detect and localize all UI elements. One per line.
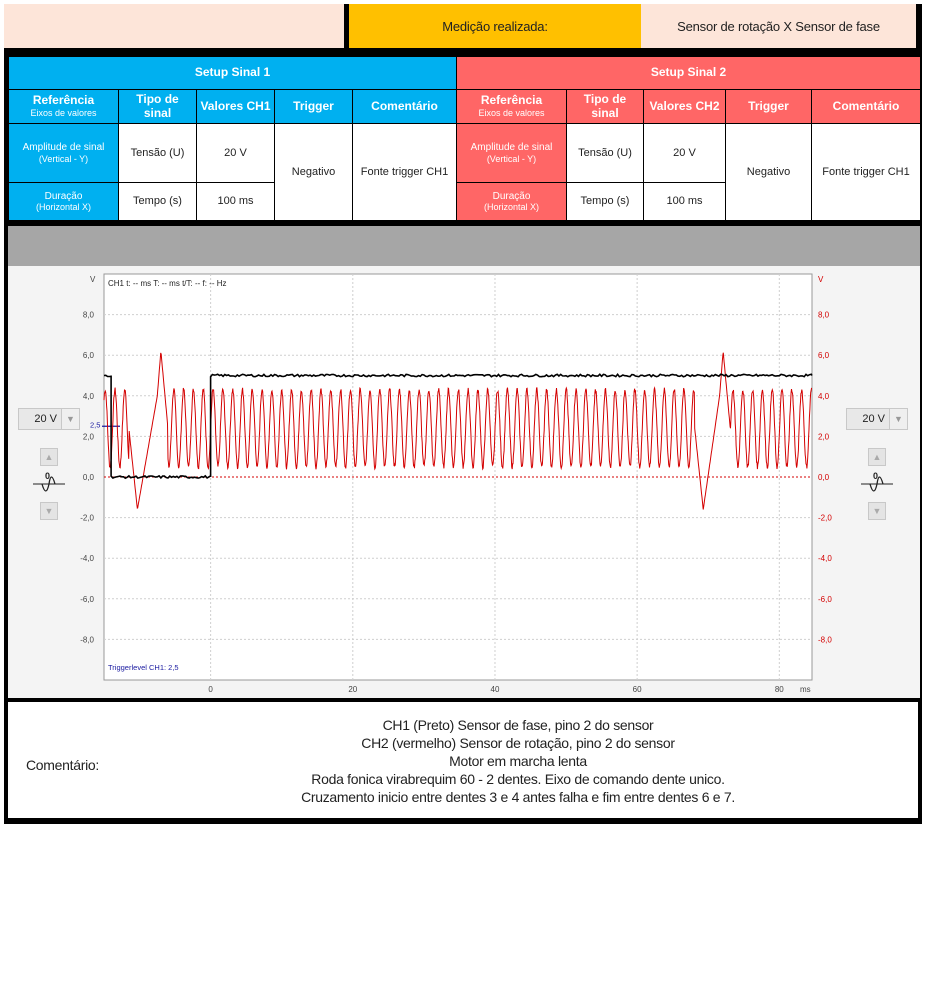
col-trigger: Trigger	[275, 90, 353, 124]
row-amplitude-label: Amplitude de sinal (Vertical - Y)	[9, 124, 119, 183]
comment-line: Roda fonica virabrequim 60 - 2 dentes. Eixo de comando dente unico.	[311, 771, 725, 787]
ch1-scale-value: 20 V	[34, 413, 57, 425]
row-duration-label: Duração (Horizontal X)	[9, 183, 119, 221]
chevron-down-icon[interactable]: ▼	[61, 409, 79, 429]
scope-panel	[8, 266, 920, 698]
x-tick-label: 80	[774, 685, 784, 694]
y-tick-label-right: 4,0	[818, 391, 830, 401]
x-tick-label: 0	[208, 685, 213, 694]
zero-offset-icon[interactable]	[860, 470, 894, 498]
svg-text:0: 0	[45, 471, 51, 481]
y-tick-label-right: 8,0	[818, 310, 830, 320]
x-axis-unit: ms	[799, 685, 811, 694]
duration-type: Tempo (s)	[119, 183, 197, 221]
measurement-value: Sensor de rotação X Sensor de fase	[641, 4, 916, 48]
setup-signal-1-table	[8, 56, 457, 221]
col-comment: Comentário	[353, 90, 457, 124]
y-axis-unit-right: V	[818, 275, 824, 284]
y-tick-label-left: 2,0	[82, 432, 94, 442]
arrow-up-icon: ▲	[872, 452, 882, 462]
ch1-offset-down-button[interactable]	[40, 502, 58, 520]
col-signal-type: Tipo de sinal	[119, 90, 197, 124]
gray-bar	[8, 226, 920, 266]
comment-box	[8, 702, 918, 818]
duration-type: Tempo (s)	[567, 183, 644, 221]
comment-line: Motor em marcha lenta	[449, 753, 587, 769]
comment-line: Cruzamento inicio entre dentes 3 e 4 antes falha e fim entre dentes 6 e 7.	[301, 789, 735, 805]
duration-value: 100 ms	[644, 183, 726, 221]
y-tick-label-left: 6,0	[82, 351, 94, 361]
y-tick-label-left: -2,0	[80, 513, 94, 523]
comment-section	[4, 698, 922, 824]
amplitude-type: Tensão (U)	[567, 124, 644, 183]
y-tick-label-right: -4,0	[818, 554, 832, 564]
col-signal-type: Tipo de sinal	[567, 90, 644, 124]
duration-value: 100 ms	[197, 183, 275, 221]
gray-bar-frame	[4, 222, 922, 268]
col-comment: Comentário	[812, 90, 921, 124]
ch2-scale-select[interactable]	[846, 408, 908, 430]
y-tick-label-left: -6,0	[80, 594, 94, 604]
ch1-scale-select[interactable]	[18, 408, 80, 430]
y-tick-label-left: -4,0	[80, 554, 94, 564]
col-reference: Referência Eixos de valores	[457, 90, 567, 124]
arrow-down-icon: ▼	[44, 506, 54, 516]
y-tick-label-left: -8,0	[80, 635, 94, 645]
trigger-value: Negativo	[726, 124, 812, 221]
col-reference: Referência Eixos de valores	[9, 90, 119, 124]
chevron-down-icon[interactable]: ▼	[889, 409, 907, 429]
trigger-marker-label: 2,5	[90, 420, 101, 430]
comment-value: Fonte trigger CH1	[812, 124, 921, 221]
comment-line: CH2 (vermelho) Sensor de rotação, pino 2 do sensor	[361, 735, 675, 751]
x-tick-label: 60	[632, 685, 642, 694]
col-values: Valores CH2	[644, 90, 726, 124]
ch2-offset-up-button[interactable]	[868, 448, 886, 466]
amplitude-type: Tensão (U)	[119, 124, 197, 183]
y-tick-label-right: -2,0	[818, 513, 832, 523]
comment-value: Fonte trigger CH1	[353, 124, 457, 221]
comment-line: CH1 (Preto) Sensor de fase, pino 2 do sensor	[382, 717, 654, 733]
col-values: Valores CH1	[197, 90, 275, 124]
y-tick-label-left: 0,0	[82, 473, 94, 482]
y-tick-label-left: 4,0	[82, 391, 94, 401]
y-tick-label-right: 2,0	[818, 432, 830, 442]
row-duration-label: Duração (Horizontal X)	[457, 183, 567, 221]
measurement-readout: CH1 t: -- ms T: -- ms t/T: -- f: -- Hz	[108, 279, 227, 288]
setup-section	[4, 52, 922, 224]
measurement-label: Medição realizada:	[349, 4, 641, 48]
trigger-value: Negativo	[275, 124, 353, 221]
x-tick-label: 40	[490, 685, 500, 694]
y-tick-label-right: -8,0	[818, 635, 832, 645]
y-tick-label-left: 8,0	[82, 310, 94, 320]
trigger-level-label: Triggerlevel CH1: 2,5	[108, 663, 179, 672]
amplitude-value: 20 V	[644, 124, 726, 183]
arrow-up-icon: ▲	[44, 452, 54, 462]
y-axis-unit-left: V	[90, 275, 96, 284]
setup-2-title: Setup Sinal 2	[457, 57, 921, 90]
setup-signal-2-table	[456, 56, 921, 221]
ch2-scale-value: 20 V	[862, 413, 885, 425]
ch1-offset-up-button[interactable]	[40, 448, 58, 466]
amplitude-value: 20 V	[197, 124, 275, 183]
comment-label: Comentário:	[26, 757, 99, 773]
oscilloscope-chart	[8, 266, 920, 698]
y-tick-label-right: 6,0	[818, 351, 830, 361]
col-trigger: Trigger	[726, 90, 812, 124]
header-empty-cell	[4, 4, 344, 48]
row-amplitude-label: Amplitude de sinal (Vertical - Y)	[457, 124, 567, 183]
scope-frame	[4, 266, 922, 702]
ch2-offset-down-button[interactable]	[868, 502, 886, 520]
x-tick-label: 20	[348, 685, 358, 694]
arrow-down-icon: ▼	[872, 506, 882, 516]
svg-text:0: 0	[873, 471, 879, 481]
y-tick-label-right: -6,0	[818, 594, 832, 604]
y-tick-label-right: 0,0	[818, 473, 830, 482]
zero-offset-icon[interactable]	[32, 470, 66, 498]
setup-1-title: Setup Sinal 1	[9, 57, 457, 90]
comment-lines	[208, 716, 828, 806]
